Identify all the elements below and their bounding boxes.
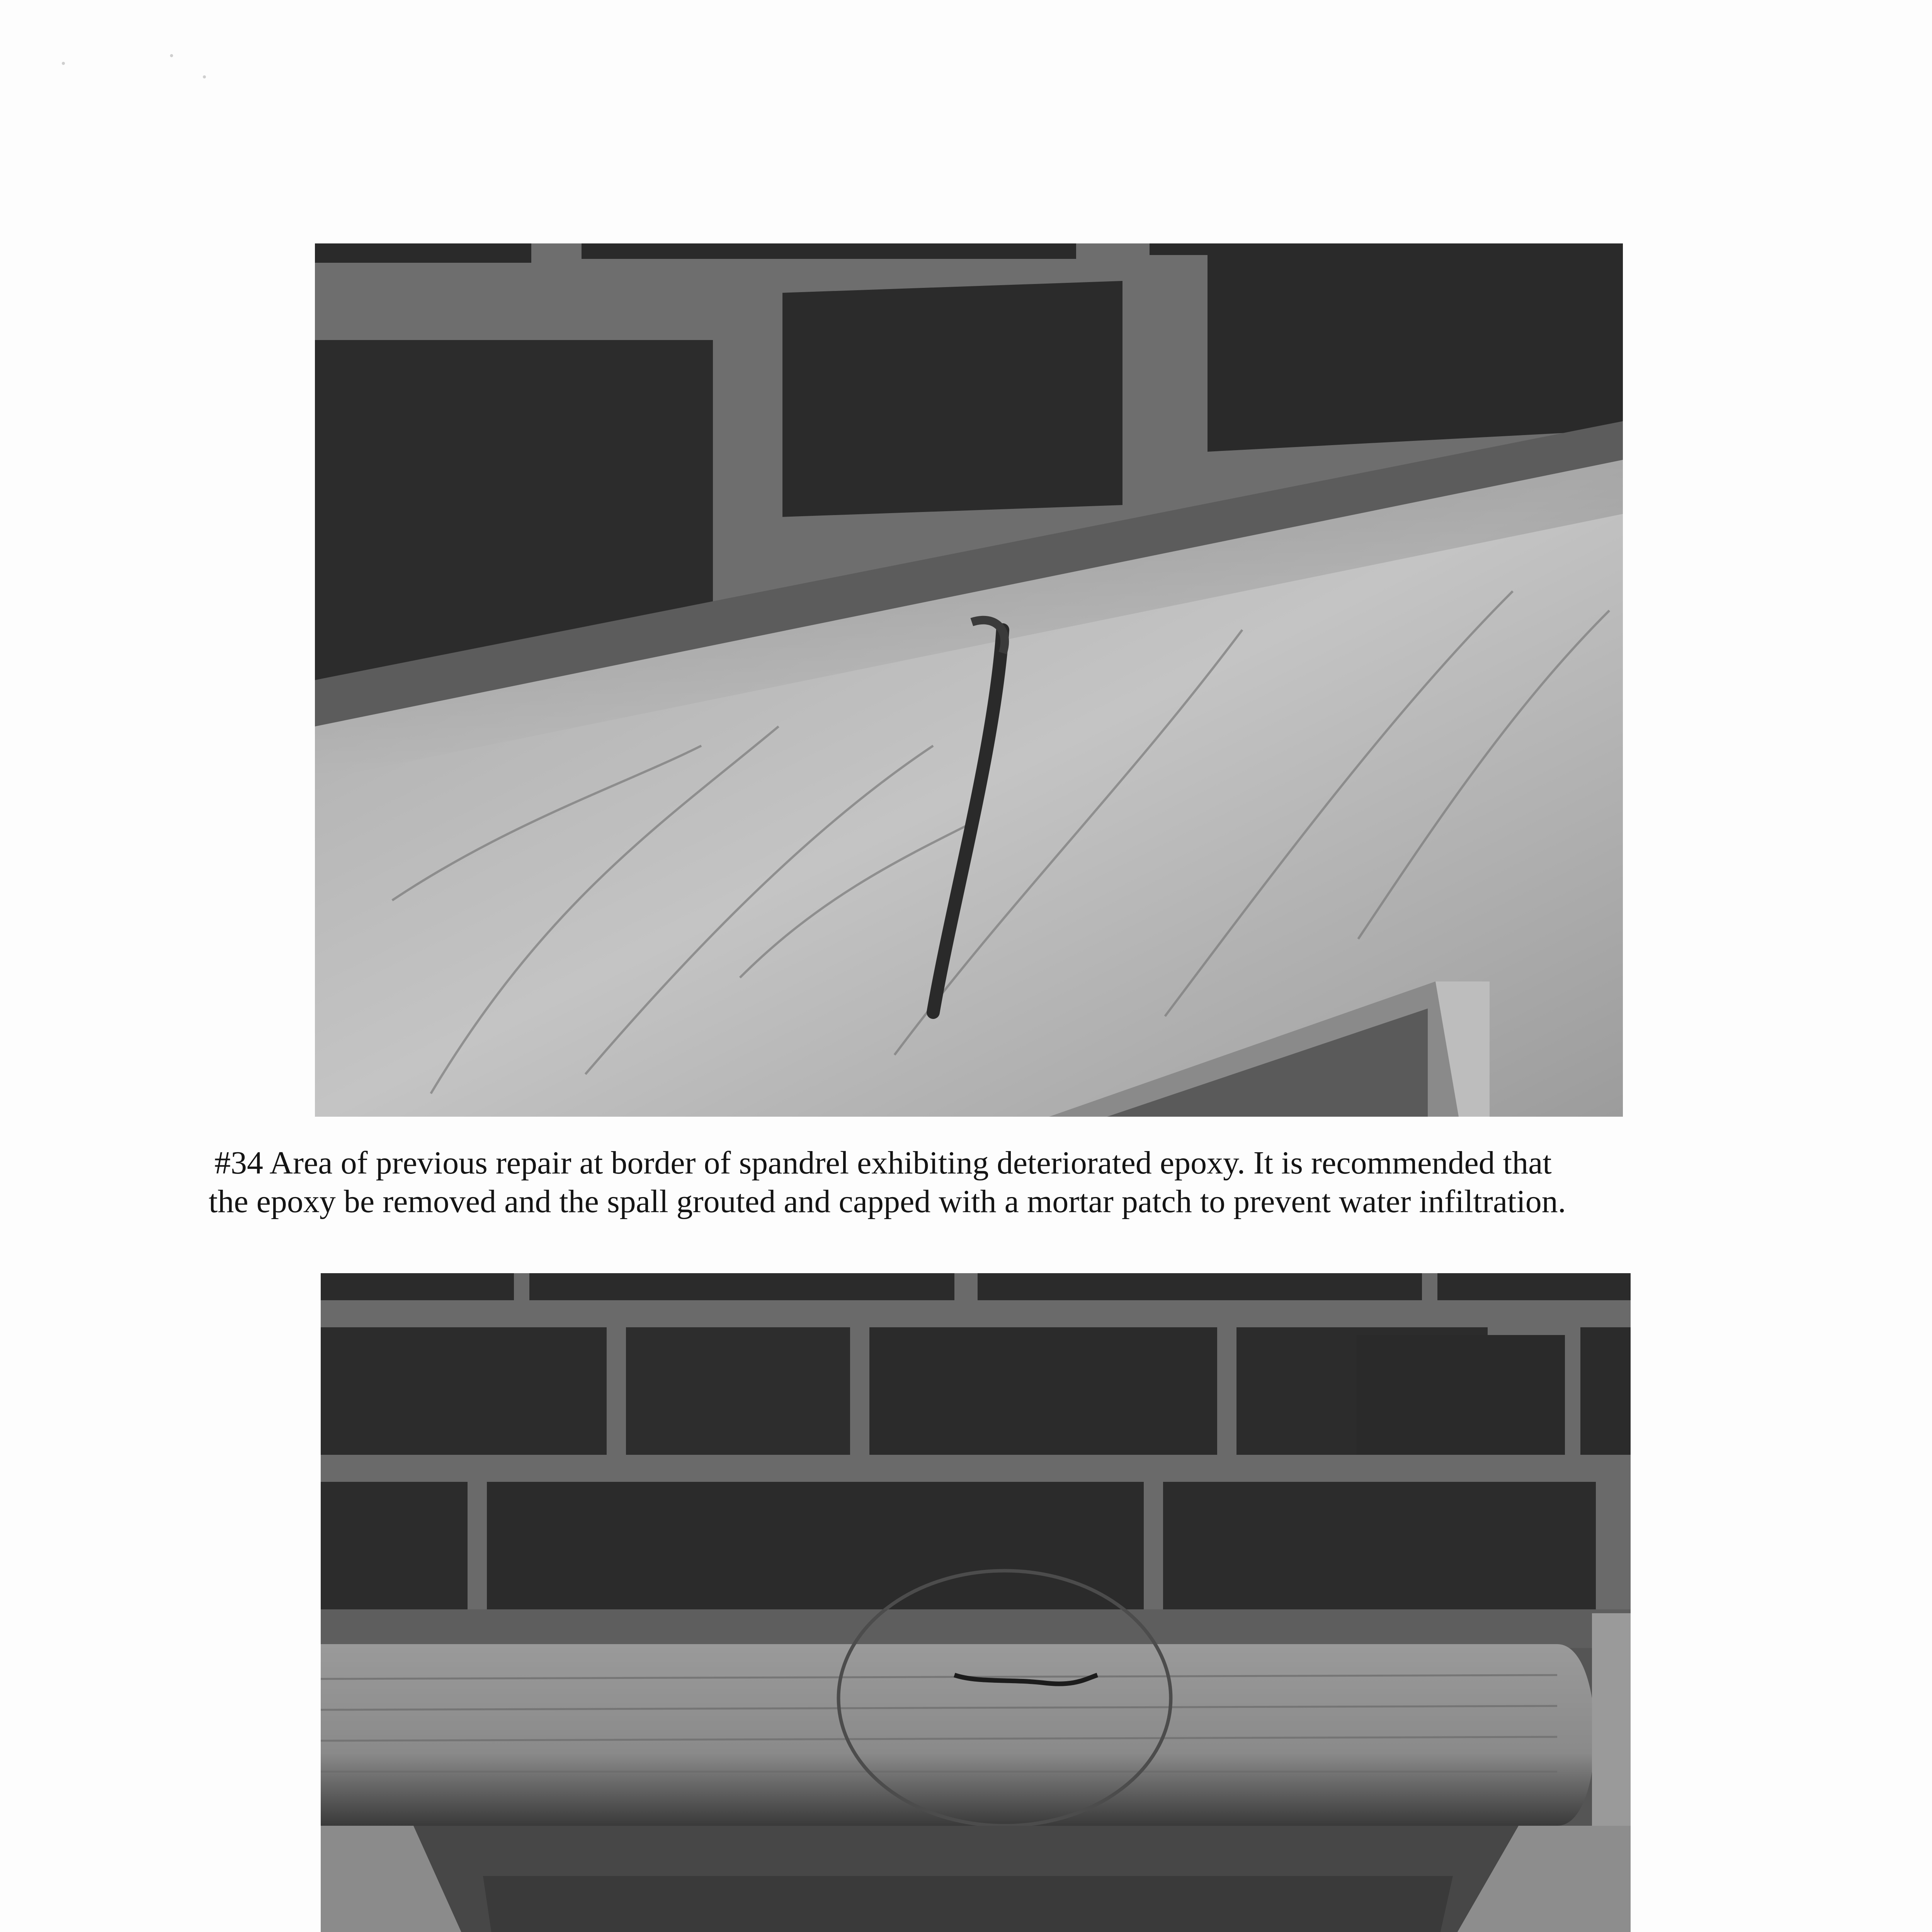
caption-34-line-2: the epoxy be removed and the spall grouted and capped with a mortar patch to prevent water infiltration. <box>209 1184 1566 1219</box>
scan-speck <box>170 54 173 57</box>
caption-34 <box>209 1144 1774 1221</box>
photo-35 <box>321 1273 1631 1932</box>
scan-speck <box>62 62 65 65</box>
caption-34-line-1: #34 Area of previous repair at border of spandrel exhibiting deteriorated epoxy. It is recommended that <box>214 1145 1552 1181</box>
photo-34-drawing <box>315 243 1623 1117</box>
photo-35-drawing <box>321 1273 1631 1932</box>
photo-34 <box>315 243 1623 1117</box>
scan-speck <box>203 75 206 78</box>
